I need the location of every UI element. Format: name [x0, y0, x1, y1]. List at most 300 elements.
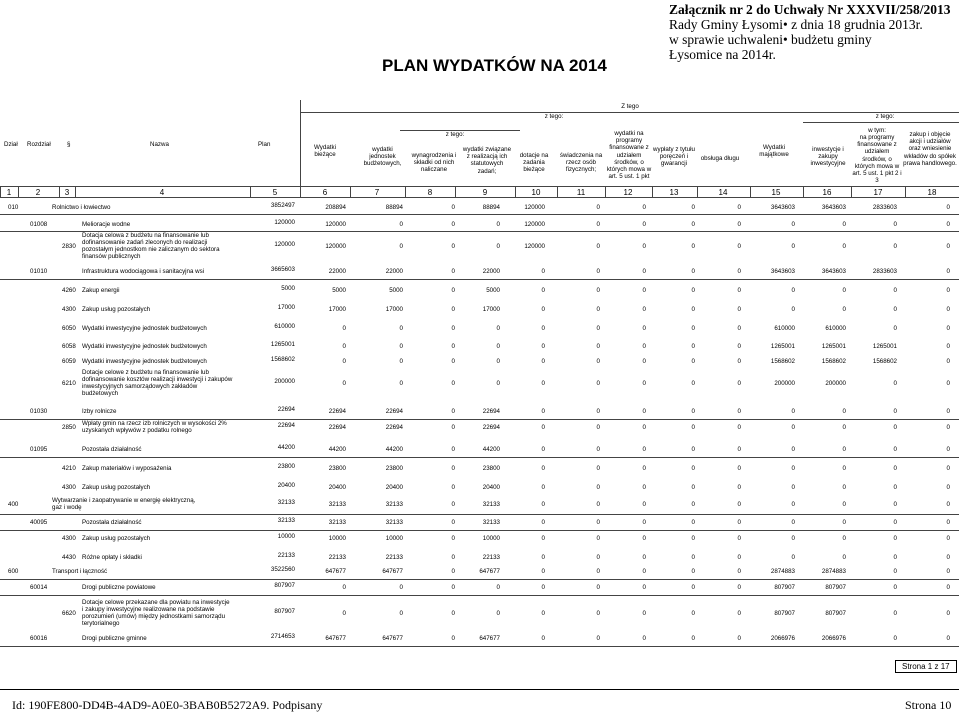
grid-line: [0, 279, 959, 280]
row-name: porozumień (umów) między jednostkami samorządu: [82, 613, 226, 620]
value-cell: 0: [596, 483, 600, 491]
value-cell: 0: [642, 567, 646, 575]
value-cell: 0: [596, 267, 600, 275]
header-wydatki-zwiazane: wydatki związane z realizacją ich statutowych zadań;: [462, 146, 512, 175]
value-cell: 0: [541, 534, 545, 542]
grid-line: [0, 579, 959, 580]
value-cell: 0: [541, 286, 545, 294]
value-cell: 120000: [274, 240, 295, 248]
paragraf-code: 4300: [62, 483, 76, 491]
value-cell: 20400: [277, 481, 295, 489]
value-cell: 1265001: [270, 340, 295, 348]
header-z-tego-1: z tego:: [544, 113, 564, 120]
row-name: Zakup materiałów i wyposażenia: [82, 464, 172, 472]
value-cell: 32133: [385, 500, 403, 508]
table-row: [0, 303, 959, 315]
rozdzial-code: 60016: [30, 634, 48, 642]
value-cell: 0: [737, 342, 741, 350]
grid-line: [803, 122, 959, 123]
page-title: PLAN WYDATKÓW NA 2014: [382, 56, 607, 75]
row-name: Zakup usług pozostałych: [82, 305, 151, 313]
value-cell: 0: [496, 583, 500, 591]
value-cell: 23800: [277, 462, 295, 470]
table-row: [0, 265, 959, 277]
row-name: budżetowych: [82, 390, 119, 397]
value-cell: 0: [737, 324, 741, 332]
value-cell: 1265001: [770, 342, 795, 350]
value-cell: 0: [399, 242, 403, 250]
value-cell: 120000: [524, 242, 545, 250]
value-cell: 0: [842, 242, 846, 250]
value-cell: 0: [691, 483, 695, 491]
value-cell: 0: [691, 286, 695, 294]
value-cell: 0: [737, 634, 741, 642]
value-cell: 0: [691, 324, 695, 332]
value-cell: 22694: [385, 423, 403, 431]
value-cell: 0: [451, 305, 455, 313]
table-row: [0, 219, 959, 229]
value-cell: 0: [737, 445, 741, 453]
value-cell: 0: [691, 407, 695, 415]
value-cell: 120000: [325, 220, 346, 228]
value-cell: 0: [946, 567, 950, 575]
value-cell: 0: [946, 407, 950, 415]
value-cell: 0: [596, 357, 600, 365]
value-cell: 0: [842, 445, 846, 453]
value-cell: 0: [496, 242, 500, 250]
paragraf-code: 4430: [62, 553, 76, 561]
row-name: Zakup usług pozostałych: [82, 534, 151, 542]
value-cell: 0: [496, 609, 500, 617]
value-cell: 44200: [482, 445, 500, 453]
grid-line: [350, 186, 351, 197]
table-row: [0, 202, 959, 212]
value-cell: 0: [791, 500, 795, 508]
value-cell: 1568602: [270, 355, 295, 363]
value-cell: 5000: [389, 286, 403, 294]
row-name: Wydatki inwestycyjne jednostek budżetowych: [82, 324, 207, 332]
header-dotacje: dotacje na zadania bieżące: [519, 152, 549, 174]
value-cell: 0: [691, 423, 695, 431]
value-cell: 0: [737, 464, 741, 472]
value-cell: 1568602: [821, 357, 846, 365]
value-cell: 20400: [482, 483, 500, 491]
value-cell: 0: [791, 518, 795, 526]
value-cell: 0: [596, 464, 600, 472]
value-cell: 0: [642, 445, 646, 453]
paragraf-code: 6059: [62, 357, 76, 365]
value-cell: 0: [737, 379, 741, 387]
value-cell: 807907: [825, 609, 846, 617]
header-z-tego-top: Z tego: [621, 103, 639, 110]
paragraf-code: 2850: [62, 423, 76, 431]
value-cell: 610000: [825, 324, 846, 332]
value-cell: 0: [596, 305, 600, 313]
header-dzial: Dział: [4, 141, 18, 148]
header-z-tego-2: z tego:: [445, 131, 465, 138]
value-cell: 0: [451, 407, 455, 415]
value-cell: 23800: [482, 464, 500, 472]
table-row: [0, 462, 959, 474]
value-cell: 200000: [825, 379, 846, 387]
value-cell: 0: [496, 357, 500, 365]
header-programy: wydatki na programy finansowane z udziałem środków, o których mowa w art. 5 ust. 1 pkt: [606, 130, 652, 181]
value-cell: 0: [451, 634, 455, 642]
value-cell: 0: [451, 567, 455, 575]
value-cell: 0: [946, 220, 950, 228]
value-cell: 647677: [479, 567, 500, 575]
value-cell: 1568602: [872, 357, 897, 365]
value-cell: 120000: [524, 220, 545, 228]
header-majatkowe: Wydatki majątkowe: [759, 144, 789, 159]
value-cell: 0: [737, 286, 741, 294]
value-cell: 10000: [277, 532, 295, 540]
value-cell: 0: [642, 342, 646, 350]
value-cell: 22133: [277, 551, 295, 559]
value-cell: 2833603: [872, 267, 897, 275]
value-cell: 32133: [328, 500, 346, 508]
value-cell: 0: [842, 286, 846, 294]
value-cell: 0: [496, 342, 500, 350]
value-cell: 0: [893, 242, 897, 250]
value-cell: 0: [791, 445, 795, 453]
grid-line: [300, 112, 959, 113]
column-number: 12: [623, 188, 633, 197]
value-cell: 0: [541, 379, 545, 387]
value-cell: 0: [737, 500, 741, 508]
value-cell: 0: [399, 583, 403, 591]
value-cell: 0: [737, 242, 741, 250]
value-cell: 0: [791, 534, 795, 542]
value-cell: 0: [946, 203, 950, 211]
value-cell: 0: [691, 567, 695, 575]
value-cell: 44200: [277, 443, 295, 451]
document-id: Id: 190FE800-DD4B-4AD9-A0E0-3BAB0B5272A9. Podpisany: [12, 698, 323, 712]
value-cell: 0: [451, 379, 455, 387]
value-cell: 32133: [328, 518, 346, 526]
header-w-tym: w tym:: [868, 127, 886, 134]
value-cell: 0: [946, 305, 950, 313]
grid-line: [0, 530, 959, 531]
value-cell: 120000: [325, 242, 346, 250]
value-cell: 0: [342, 609, 346, 617]
value-cell: 0: [842, 518, 846, 526]
value-cell: 0: [642, 379, 646, 387]
value-cell: 0: [737, 203, 741, 211]
value-cell: 0: [451, 534, 455, 542]
value-cell: 1265001: [821, 342, 846, 350]
value-cell: 0: [842, 500, 846, 508]
header-wyplaty: wypłaty z tytułu poręczeń i gwarancji: [653, 146, 695, 168]
value-cell: 0: [541, 324, 545, 332]
value-cell: 0: [342, 357, 346, 365]
header-inwestycje: inwestycje i zakupy inwestycyjne: [810, 146, 846, 168]
column-number: 8: [427, 188, 433, 197]
value-cell: 0: [342, 379, 346, 387]
value-cell: 0: [691, 634, 695, 642]
value-cell: 0: [691, 445, 695, 453]
resolution-line-1: Załącznik nr 2 do Uchwały Nr XXXVII/258/2013: [669, 2, 951, 17]
value-cell: 0: [642, 357, 646, 365]
table-row: [0, 405, 959, 417]
value-cell: 0: [893, 609, 897, 617]
value-cell: 0: [399, 220, 403, 228]
value-cell: 0: [791, 242, 795, 250]
value-cell: 0: [596, 445, 600, 453]
grid-line: [851, 186, 852, 197]
grid-line: [605, 186, 606, 197]
value-cell: 10000: [385, 534, 403, 542]
value-cell: 0: [737, 423, 741, 431]
header-wynagrodzenia: wynagrodzenia i składki od nich naliczane: [411, 152, 457, 174]
value-cell: 0: [946, 583, 950, 591]
row-name: Pozostała działalność: [82, 445, 142, 453]
paragraf-code: 6620: [62, 609, 76, 617]
value-cell: 0: [946, 423, 950, 431]
value-cell: 0: [893, 583, 897, 591]
header-zakup-akcji: zakup i objęcie akcji i udziałów oraz wniesienie wkładów do spółek prawa handlowego.: [903, 131, 957, 167]
value-cell: 22000: [385, 267, 403, 275]
value-cell: 5000: [332, 286, 346, 294]
value-cell: 647677: [382, 567, 403, 575]
grid-line: [0, 197, 959, 198]
value-cell: 0: [541, 553, 545, 561]
column-number: 16: [822, 188, 832, 197]
value-cell: 807907: [274, 581, 295, 589]
value-cell: 0: [893, 634, 897, 642]
value-cell: 0: [596, 634, 600, 642]
value-cell: 0: [791, 220, 795, 228]
row-name: Wytwarzanie i zaopatrywanie w energię elektryczną,: [52, 497, 196, 504]
value-cell: 0: [541, 407, 545, 415]
column-number: 7: [374, 188, 380, 197]
value-cell: 0: [451, 500, 455, 508]
value-cell: 0: [451, 286, 455, 294]
value-cell: 0: [946, 483, 950, 491]
value-cell: 0: [946, 464, 950, 472]
paragraf-code: 6210: [62, 379, 76, 387]
footer-rule: [0, 689, 959, 690]
table-row: [0, 232, 959, 260]
value-cell: 0: [893, 445, 897, 453]
value-cell: 2874883: [821, 567, 846, 575]
value-cell: 32133: [277, 498, 295, 506]
table-row: [0, 418, 959, 436]
value-cell: 3643603: [770, 203, 795, 211]
resolution-line-2: Rady Gminy Łysomi• z dnia 18 grudnia 2013r.: [669, 17, 923, 32]
value-cell: 23800: [328, 464, 346, 472]
value-cell: 0: [496, 324, 500, 332]
value-cell: 0: [596, 500, 600, 508]
page-count-box: [895, 660, 957, 673]
value-cell: 0: [842, 483, 846, 491]
value-cell: 0: [451, 445, 455, 453]
value-cell: 0: [691, 220, 695, 228]
value-cell: 0: [737, 357, 741, 365]
value-cell: 0: [451, 357, 455, 365]
value-cell: 0: [691, 518, 695, 526]
table-row: [0, 565, 959, 577]
table-row: [0, 355, 959, 367]
value-cell: 0: [342, 324, 346, 332]
value-cell: 0: [596, 553, 600, 561]
row-name: Wydatki inwestycyjne jednostek budżetowych: [82, 342, 207, 350]
value-cell: 0: [737, 267, 741, 275]
column-number: 1: [6, 188, 12, 197]
value-cell: 0: [451, 342, 455, 350]
value-cell: 0: [893, 553, 897, 561]
value-cell: 0: [541, 423, 545, 431]
value-cell: 32133: [385, 518, 403, 526]
value-cell: 0: [596, 518, 600, 526]
column-number: 18: [927, 188, 937, 197]
value-cell: 647677: [325, 567, 346, 575]
value-cell: 10000: [328, 534, 346, 542]
value-cell: 0: [737, 220, 741, 228]
value-cell: 0: [541, 634, 545, 642]
value-cell: 0: [893, 286, 897, 294]
table-row: [0, 340, 959, 352]
value-cell: 120000: [524, 203, 545, 211]
value-cell: 0: [642, 324, 646, 332]
grid-line: [59, 186, 60, 197]
paragraf-code: 6050: [62, 324, 76, 332]
header-obsluga: obsługa długu: [700, 155, 740, 162]
value-cell: 0: [451, 464, 455, 472]
value-cell: 0: [791, 423, 795, 431]
value-cell: 22000: [328, 267, 346, 275]
table-row: [0, 516, 959, 528]
grid-line: [697, 186, 698, 197]
value-cell: 0: [642, 423, 646, 431]
value-cell: 2833603: [872, 203, 897, 211]
value-cell: 0: [451, 267, 455, 275]
value-cell: 0: [893, 305, 897, 313]
value-cell: 0: [737, 305, 741, 313]
value-cell: 0: [541, 267, 545, 275]
value-cell: 0: [737, 567, 741, 575]
page-count: Strona 1 z 17: [895, 660, 957, 673]
value-cell: 0: [946, 534, 950, 542]
value-cell: 0: [596, 324, 600, 332]
value-cell: 0: [893, 518, 897, 526]
value-cell: 20400: [328, 483, 346, 491]
value-cell: 0: [691, 553, 695, 561]
value-cell: 0: [399, 609, 403, 617]
grid-line: [0, 457, 959, 458]
row-name: Drogi publiczne gminne: [82, 634, 147, 642]
value-cell: 23800: [385, 464, 403, 472]
value-cell: 0: [399, 379, 403, 387]
value-cell: 0: [596, 423, 600, 431]
value-cell: 0: [842, 220, 846, 228]
value-cell: 0: [737, 609, 741, 617]
row-name: Różne opłaty i składki: [82, 553, 142, 561]
value-cell: 0: [946, 357, 950, 365]
paragraf-code: 4260: [62, 286, 76, 294]
row-name: Dotacje celowe przekazane dla powiatu na inwestycje: [82, 599, 230, 606]
value-cell: 22694: [482, 423, 500, 431]
value-cell: 0: [596, 286, 600, 294]
value-cell: 0: [541, 464, 545, 472]
value-cell: 0: [342, 583, 346, 591]
value-cell: 0: [691, 305, 695, 313]
row-name: dofinansowanie kosztów realizacji inwestycji i zakupów: [82, 376, 233, 383]
value-cell: 0: [893, 464, 897, 472]
table-row: [0, 443, 959, 455]
grid-line: [18, 186, 19, 197]
value-cell: 0: [842, 305, 846, 313]
value-cell: 0: [642, 609, 646, 617]
dzial-code: 600: [8, 567, 19, 575]
value-cell: 0: [691, 379, 695, 387]
column-number: 5: [272, 188, 278, 197]
row-name: Drogi publiczne powiatowe: [82, 583, 156, 591]
grid-line: [250, 186, 251, 197]
value-cell: 0: [596, 220, 600, 228]
value-cell: 22133: [385, 553, 403, 561]
value-cell: 2066976: [770, 634, 795, 642]
value-cell: 0: [842, 464, 846, 472]
value-cell: 1568602: [770, 357, 795, 365]
value-cell: 0: [691, 534, 695, 542]
value-cell: 0: [842, 407, 846, 415]
value-cell: 208894: [325, 203, 346, 211]
grid-line: [803, 186, 804, 197]
value-cell: 0: [946, 324, 950, 332]
grid-line: [0, 595, 959, 596]
row-name: Izby rolnicze: [82, 407, 117, 415]
table-row: [0, 481, 959, 493]
value-cell: 5000: [281, 284, 295, 292]
value-cell: 0: [541, 445, 545, 453]
value-cell: 0: [642, 267, 646, 275]
value-cell: 200000: [774, 379, 795, 387]
value-cell: 0: [496, 220, 500, 228]
row-name: Zakup energii: [82, 286, 120, 294]
value-cell: 0: [893, 534, 897, 542]
grid-line: [300, 100, 301, 186]
value-cell: 1265001: [872, 342, 897, 350]
value-cell: 0: [642, 534, 646, 542]
column-number: 14: [718, 188, 728, 197]
paragraf-code: 4300: [62, 305, 76, 313]
value-cell: 0: [737, 534, 741, 542]
table-row: [0, 581, 959, 593]
value-cell: 0: [737, 407, 741, 415]
value-cell: 647677: [382, 634, 403, 642]
grid-line: [75, 186, 76, 197]
value-cell: 0: [596, 567, 600, 575]
value-cell: 0: [596, 583, 600, 591]
value-cell: 0: [642, 286, 646, 294]
value-cell: 0: [596, 242, 600, 250]
value-cell: 610000: [774, 324, 795, 332]
value-cell: 0: [642, 305, 646, 313]
value-cell: 0: [596, 609, 600, 617]
value-cell: 44200: [385, 445, 403, 453]
value-cell: 0: [842, 423, 846, 431]
value-cell: 3643603: [770, 267, 795, 275]
value-cell: 0: [737, 483, 741, 491]
value-cell: 0: [451, 220, 455, 228]
row-name: Dotacja celowa z budżetu na finansowanie lub: [82, 232, 209, 239]
value-cell: 17000: [328, 305, 346, 313]
value-cell: 0: [596, 342, 600, 350]
value-cell: 22133: [328, 553, 346, 561]
grid-line: [557, 186, 558, 197]
value-cell: 0: [642, 518, 646, 526]
